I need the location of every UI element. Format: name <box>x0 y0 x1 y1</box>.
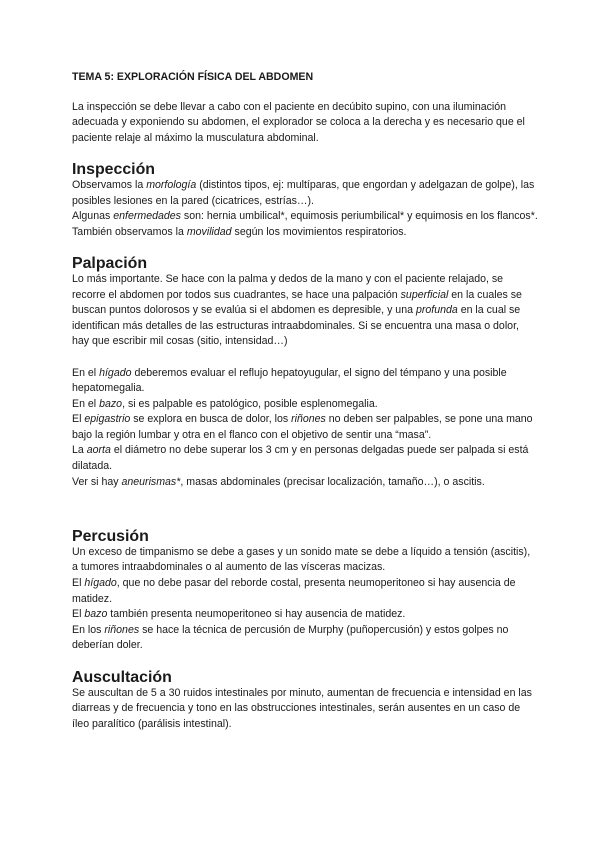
italic-term: hígado <box>99 366 132 379</box>
section-heading-auscultacion: Auscultación <box>72 669 172 686</box>
italic-term: enfermedades <box>113 210 181 223</box>
text-run: En el <box>72 397 100 410</box>
palpacion-bazo <box>72 397 538 413</box>
palpacion-paragraph-1 <box>72 272 538 350</box>
text-run: En el <box>72 366 100 379</box>
text-run: en la cual se identifican más detalles de las estructuras intraabdominales. Si se encuentra una masa o dolor, hay que escribir mil cosas (sitio, intensidad…) <box>72 304 521 348</box>
italic-term: riñones <box>291 413 326 426</box>
text-run: Ver si hay <box>72 475 122 488</box>
italic-term: morfología <box>146 178 197 191</box>
text-run: , si es palpable es patológico, posible esplenomegalia. <box>122 397 378 410</box>
text-run: en la cuales se buscan puntos dolorosos y se evalúa si el abdomen es depresible, y una <box>72 288 522 317</box>
auscultacion-paragraph-1: Se auscultan de 5 a 30 ruidos intestinales por minuto, aumentan de frecuencia e intensidad en las diarreas y de frecuencia y tono en las obstrucciones intestinales, serán ausentes en un caso de íleo paralítico (parálisis intestinal). <box>72 686 532 730</box>
italic-term: movilidad <box>186 225 232 238</box>
section-percusion <box>72 529 538 654</box>
text-run: Observamos la <box>72 178 147 191</box>
palpacion-epigastrio <box>72 412 538 443</box>
section-heading-inspeccion: Inspección <box>72 161 156 179</box>
section-palpacion <box>72 256 538 490</box>
section-heading-percusion: Percusión <box>72 528 149 546</box>
text-run: , masas abdominales (precisar localización, tamaño…), o ascitis. <box>180 475 485 488</box>
italic-term: bazo <box>99 397 123 410</box>
text-run: , que no debe pasar del reborde costal, presenta neumoperitoneo si hay ausencia de matidez. <box>72 577 516 605</box>
italic-term: aneurismas* <box>121 475 181 488</box>
text-run: según los movimientos respiratorios. <box>231 225 407 238</box>
percusion-higado <box>72 576 538 607</box>
percusion-paragraph-1: Un exceso de timpanismo se debe a gases y un sonido mate se debe a líquido a tensión (ascitis), a tumores intraabdominales o al aumento de las vísceras macizas. <box>72 545 531 574</box>
section-inspeccion <box>72 162 538 240</box>
palpacion-aorta <box>72 443 538 474</box>
text-run: (distintos tipos, ej: multíparas, que engordan y adelgazan de golpe), las posibles lesiones en la pared (cicatrices, estrías…). <box>72 178 535 207</box>
text-run: En los <box>72 623 105 636</box>
text-run: deberemos evaluar el reflujo hepatoyugular, el signo del témpano y una posible hepatomegalia. <box>72 366 507 395</box>
italic-term: bazo <box>84 608 108 621</box>
text-run: El <box>72 608 85 621</box>
text-run: El <box>72 577 85 590</box>
italic-term: hígado <box>84 577 117 590</box>
inspeccion-paragraph-1 <box>72 178 538 209</box>
percusion-bazo <box>72 607 538 623</box>
section-heading-palpacion: Palpación <box>72 255 148 273</box>
italic-term: superficial <box>400 288 449 301</box>
palpacion-higado <box>72 366 538 397</box>
inspeccion-paragraph-2 <box>72 209 538 240</box>
italic-term: epigastrio <box>84 413 131 426</box>
italic-term: riñones <box>104 623 140 636</box>
text-run: también presenta neumoperitoneo si hay ausencia de matidez. <box>107 608 406 621</box>
section-auscultacion <box>72 670 538 732</box>
percusion-rinones <box>72 623 538 654</box>
spacer <box>72 506 538 529</box>
italic-term: aorta <box>86 444 111 457</box>
spacer <box>72 350 538 366</box>
text-run: La <box>72 444 87 457</box>
text-run: El <box>72 413 85 426</box>
text-run: Lo más importante. Se hace con la palma y dedos de la mano y con el paciente relajado, se recorre el abdomen por todos sus cuadrantes, se hace una palpación <box>72 272 504 301</box>
text-run: no deben ser palpables, se pone una mano bajo la región lumbar y otra en el flanco con el objetivo de sentir una “masa”. <box>72 413 533 441</box>
italic-term: profunda <box>415 304 458 317</box>
intro-paragraph: La inspección se debe llevar a cabo con el paciente en decúbito supino, con una iluminación adecuada y exponiendo su abdomen, el explorador se coloca a la derecha y es necesario que el paciente relaje al máximo la musculatura abdominal. <box>72 100 525 144</box>
palpacion-aneurismas <box>72 475 538 491</box>
document-title: TEMA 5: EXPLORACIÓN FÍSICA DEL ABDOMEN <box>72 71 314 83</box>
text-run: son: hernia umbilical*, equimosis periumbilical* y equimosis en los flancos*. También observamos la <box>72 210 538 238</box>
text-run: se explora en busca de dolor, los <box>130 413 292 426</box>
text-run: Algunas <box>72 210 114 223</box>
text-run: el diámetro no debe superar los 3 cm y en personas delgadas puede ser palpada si está dilatada. <box>72 444 529 473</box>
text-run: se hace la técnica de percusión de Murphy (puñopercusión) y estos golpes no deberían doler. <box>72 623 509 652</box>
